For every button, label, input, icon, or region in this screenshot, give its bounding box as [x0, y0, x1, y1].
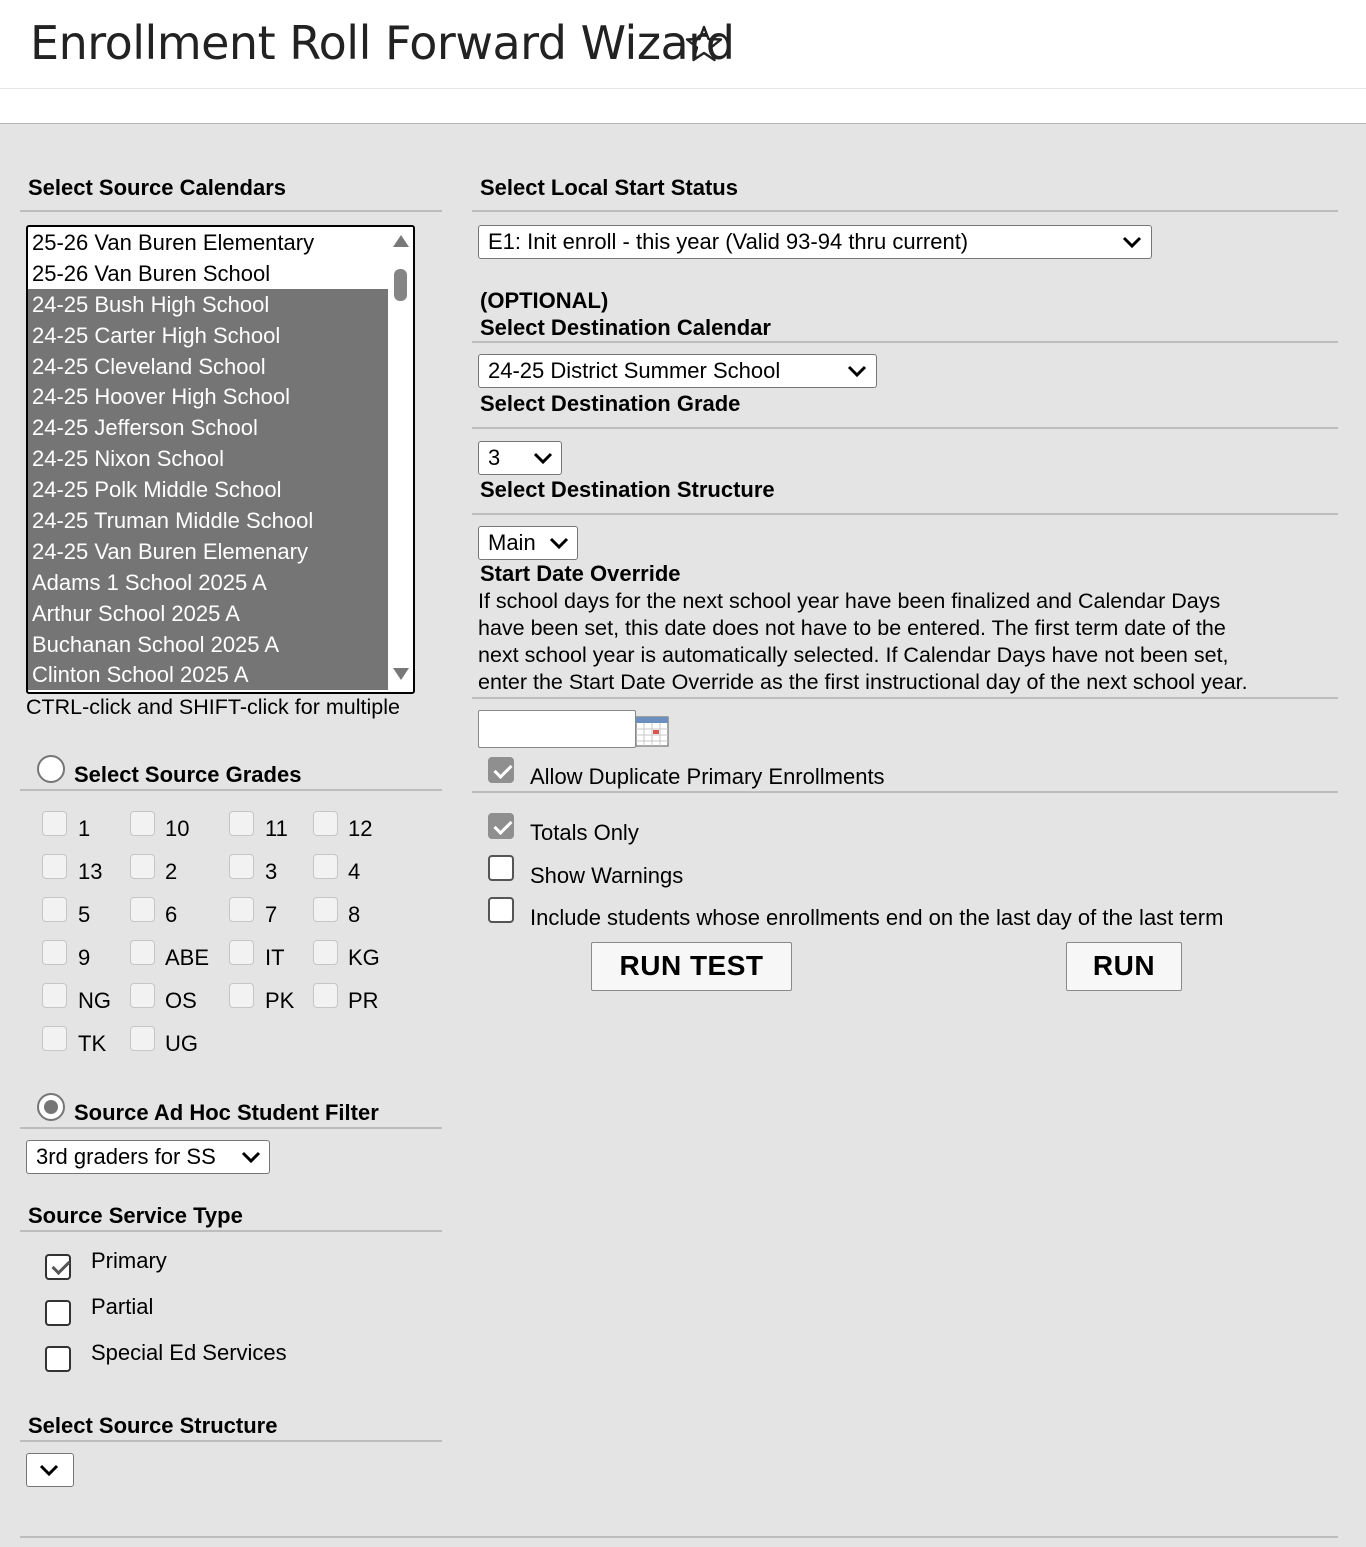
description-line: next school year is automatically selected. If Calendar Days have not been set,	[478, 643, 1229, 667]
totals-only-checkbox[interactable]	[488, 813, 514, 839]
grade-checkbox[interactable]	[130, 897, 155, 922]
calendar-option[interactable]: 24-25 Truman Middle School	[28, 505, 388, 536]
grade-checkbox[interactable]	[130, 854, 155, 879]
include-last-day-checkbox[interactable]	[488, 897, 514, 923]
scrollbar-thumb[interactable]	[394, 269, 407, 301]
adhoc-filter-value: 3rd graders for SS	[36, 1144, 216, 1169]
grade-label: UG	[165, 1031, 198, 1056]
dest-structure-value: Main	[488, 530, 536, 555]
grade-label: PR	[348, 988, 379, 1013]
grade-label: 9	[78, 945, 91, 970]
start-date-heading: Start Date Override	[480, 561, 681, 586]
grade-checkbox[interactable]	[42, 897, 67, 922]
grade-checkbox[interactable]	[313, 940, 338, 965]
multi-select-hint: CTRL-click and SHIFT-click for multiple	[26, 695, 400, 719]
dest-structure-heading: Select Destination Structure	[480, 477, 775, 502]
start-date-input[interactable]	[478, 710, 636, 748]
dest-calendar-heading: Select Destination Calendar	[480, 315, 771, 340]
page-header	[0, 0, 1366, 124]
service-type-checkbox[interactable]	[45, 1346, 71, 1372]
divider	[20, 1536, 1338, 1538]
start-status-heading: Select Local Start Status	[480, 175, 738, 200]
grade-checkbox[interactable]	[313, 854, 338, 879]
grade-label: 5	[78, 902, 91, 927]
divider	[20, 1230, 442, 1232]
calendar-option[interactable]: 24-25 Carter High School	[28, 320, 388, 351]
dest-grade-heading: Select Destination Grade	[480, 391, 741, 416]
grade-checkbox[interactable]	[229, 897, 254, 922]
grade-checkbox[interactable]	[229, 983, 254, 1008]
calendar-option[interactable]: 24-25 Jefferson School	[28, 412, 388, 443]
source-calendars-heading: Select Source Calendars	[28, 175, 287, 200]
service-type-checkbox[interactable]	[45, 1300, 71, 1326]
description-line: If school days for the next school year have been finalized and Calendar Days	[478, 589, 1221, 613]
source-structure-heading: Select Source Structure	[28, 1413, 278, 1438]
grade-label: OS	[165, 988, 197, 1013]
description-line: enter the Start Date Override as the first instructional day of the next school year.	[478, 670, 1248, 694]
grade-label: ABE	[165, 945, 210, 970]
grade-label: 2	[165, 859, 178, 884]
grade-checkbox[interactable]	[130, 983, 155, 1008]
service-type-label: Primary	[91, 1248, 167, 1273]
totals-only-label: Totals Only	[530, 820, 639, 845]
star-icon[interactable]	[684, 24, 724, 64]
grade-label: 1	[78, 816, 91, 841]
grade-label: 8	[348, 902, 361, 927]
grade-checkbox[interactable]	[130, 811, 155, 836]
calendar-option[interactable]: 24-25 Bush High School	[28, 289, 388, 320]
grade-checkbox[interactable]	[42, 1026, 67, 1051]
source-calendars-listbox[interactable]	[26, 225, 415, 694]
grade-checkbox[interactable]	[130, 940, 155, 965]
chevron-down-icon	[240, 1149, 262, 1165]
dest-calendar-value: 24-25 District Summer School	[488, 358, 781, 383]
start-date-description	[478, 588, 1348, 696]
description-line: have been set, this date does not have to be entered. The first term date of the	[478, 616, 1226, 640]
divider	[20, 789, 442, 791]
listbox-scrollbar[interactable]	[388, 227, 413, 692]
chevron-down-icon	[532, 450, 554, 466]
divider	[472, 791, 1338, 793]
divider	[20, 1440, 442, 1442]
grade-label: IT	[265, 945, 285, 970]
divider	[472, 513, 1338, 515]
service-type-label: Special Ed Services	[91, 1340, 287, 1365]
scroll-down-arrow-icon[interactable]	[393, 668, 409, 680]
calendar-option[interactable]: Arthur School 2025 A	[28, 598, 388, 629]
grade-checkbox[interactable]	[313, 983, 338, 1008]
calendar-option[interactable]: Buchanan School 2025 A	[28, 629, 388, 660]
start-status-select[interactable]	[478, 225, 1152, 259]
divider	[20, 210, 442, 212]
grade-checkbox[interactable]	[42, 811, 67, 836]
divider	[472, 210, 1338, 212]
grade-label: KG	[348, 945, 380, 970]
adhoc-filter-radio[interactable]	[37, 1093, 65, 1121]
grade-label: 13	[78, 859, 103, 884]
calendar-option[interactable]: Adams 1 School 2025 A	[28, 567, 388, 598]
grade-label: 7	[265, 902, 278, 927]
header-divider	[0, 88, 1366, 89]
grade-label: 12	[348, 816, 373, 841]
show-warnings-label: Show Warnings	[530, 863, 684, 888]
service-type-label: Partial	[91, 1294, 154, 1319]
service-type-checkbox[interactable]	[45, 1254, 71, 1280]
optional-label: (OPTIONAL)	[480, 288, 609, 313]
dest-calendar-select[interactable]	[478, 354, 877, 388]
calendar-option[interactable]: 24-25 Cleveland School	[28, 351, 388, 382]
calendar-option[interactable]: 25-26 Van Buren School	[32, 260, 271, 286]
grade-checkbox[interactable]	[42, 854, 67, 879]
chevron-down-icon	[38, 1462, 60, 1478]
grade-label: 6	[165, 902, 178, 927]
grade-label: 10	[165, 816, 190, 841]
grade-checkbox[interactable]	[313, 897, 338, 922]
calendar-option[interactable]: 25-26 Van Buren Elementary	[32, 230, 315, 255]
calendar-option[interactable]: 24-25 Van Buren Elemenary	[28, 536, 388, 567]
calendar-option[interactable]: Clinton School 2025 A	[28, 659, 388, 690]
start-status-value: E1: Init enroll - this year (Valid 93-94 thru current)	[488, 229, 969, 254]
grade-checkbox[interactable]	[229, 940, 254, 965]
run-button[interactable]: RUN	[1066, 942, 1182, 991]
calendar-option[interactable]: 24-25 Nixon School	[28, 443, 388, 474]
grade-checkbox[interactable]	[229, 811, 254, 836]
allow-duplicate-label: Allow Duplicate Primary Enrollments	[530, 764, 885, 789]
calendar-icon[interactable]	[634, 714, 670, 748]
source-grades-radio[interactable]	[37, 755, 65, 783]
chevron-down-icon	[846, 363, 868, 379]
divider	[20, 1127, 442, 1129]
source-grades-heading: Select Source Grades	[74, 762, 302, 787]
grade-checkbox[interactable]	[229, 854, 254, 879]
divider	[472, 697, 1338, 699]
service-type-heading: Source Service Type	[28, 1203, 243, 1228]
grade-label: TK	[78, 1031, 107, 1056]
calendar-option[interactable]: 24-25 Hoover High School	[28, 381, 388, 412]
grade-label: NG	[78, 988, 111, 1013]
show-warnings-checkbox[interactable]	[488, 855, 514, 881]
calendar-option[interactable]: 24-25 Polk Middle School	[28, 474, 388, 505]
page-title: Enrollment Roll Forward Wizard	[30, 16, 735, 70]
grade-label: 3	[265, 859, 278, 884]
scroll-up-arrow-icon[interactable]	[393, 235, 409, 247]
grade-label: 11	[265, 816, 288, 841]
allow-duplicate-checkbox[interactable]	[488, 757, 514, 783]
adhoc-filter-heading: Source Ad Hoc Student Filter	[74, 1100, 379, 1125]
dest-grade-value: 3	[488, 445, 501, 470]
divider	[472, 341, 1338, 343]
adhoc-filter-select[interactable]	[26, 1140, 270, 1174]
grade-checkbox[interactable]	[313, 811, 338, 836]
divider	[472, 427, 1338, 429]
grade-checkbox[interactable]	[130, 1026, 155, 1051]
chevron-down-icon	[548, 535, 570, 551]
grade-label: PK	[265, 988, 295, 1013]
grade-checkbox[interactable]	[42, 940, 67, 965]
run-test-button[interactable]: RUN TEST	[591, 942, 792, 991]
grade-label: 4	[348, 859, 361, 884]
grade-checkbox[interactable]	[42, 983, 67, 1008]
chevron-down-icon	[1121, 234, 1143, 250]
include-last-day-label: Include students whose enrollments end on the last day of the last term	[530, 905, 1224, 930]
